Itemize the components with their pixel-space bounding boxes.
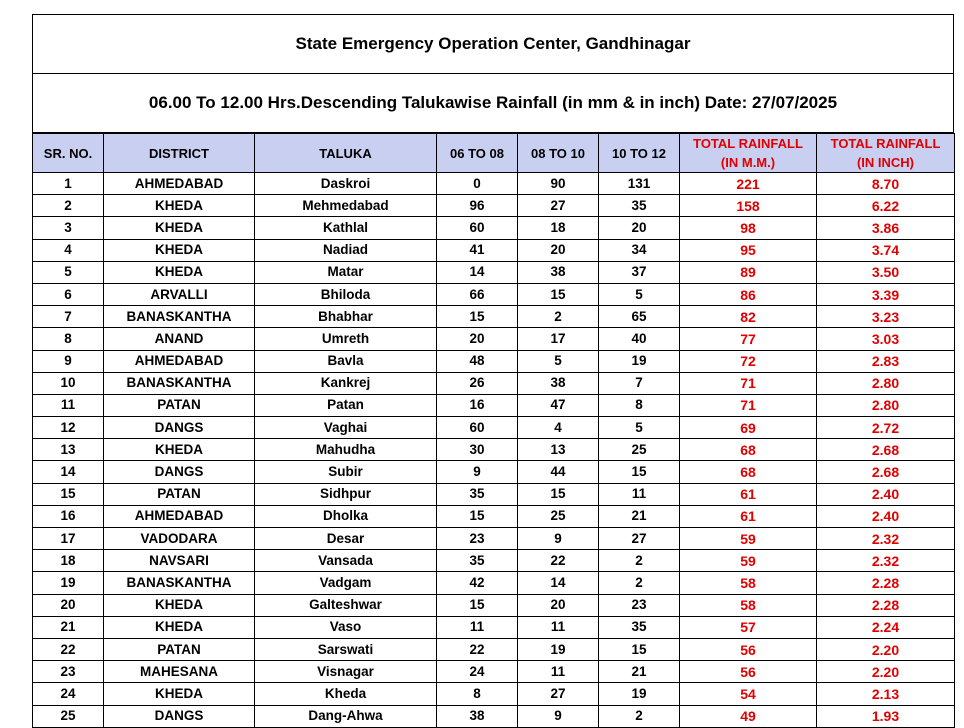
cell-10-to-12: 21 <box>599 505 680 527</box>
cell-10-to-12: 19 <box>599 350 680 372</box>
cell-08-to-10: 47 <box>518 394 599 416</box>
cell-06-to-08: 22 <box>437 638 518 660</box>
cell-taluka: Bhabhar <box>255 306 437 328</box>
cell-taluka: Vansada <box>255 550 437 572</box>
table-row <box>33 394 955 416</box>
cell-taluka: Bhiloda <box>255 283 437 305</box>
cell-district: PATAN <box>104 483 255 505</box>
cell-total-mm: 59 <box>680 528 817 550</box>
cell-total-mm: 71 <box>680 372 817 394</box>
cell-08-to-10: 38 <box>518 261 599 283</box>
header-total-mm-line1: TOTAL RAINFALL <box>693 136 803 151</box>
cell-taluka: Mahudha <box>255 439 437 461</box>
cell-taluka: Bavla <box>255 350 437 372</box>
cell-district: DANGS <box>104 417 255 439</box>
cell-08-to-10: 19 <box>518 638 599 660</box>
cell-sr-no: 10 <box>33 372 104 394</box>
cell-06-to-08: 60 <box>437 217 518 239</box>
cell-06-to-08: 30 <box>437 439 518 461</box>
cell-sr-no: 21 <box>33 616 104 638</box>
cell-10-to-12: 35 <box>599 616 680 638</box>
cell-10-to-12: 2 <box>599 705 680 727</box>
cell-08-to-10: 38 <box>518 372 599 394</box>
cell-total-mm: 89 <box>680 261 817 283</box>
cell-total-mm: 77 <box>680 328 817 350</box>
cell-08-to-10: 22 <box>518 550 599 572</box>
cell-06-to-08: 16 <box>437 394 518 416</box>
cell-10-to-12: 2 <box>599 572 680 594</box>
cell-total-inch: 2.28 <box>817 594 955 616</box>
table-row <box>33 550 955 572</box>
cell-06-to-08: 15 <box>437 306 518 328</box>
cell-06-to-08: 96 <box>437 195 518 217</box>
cell-total-inch: 2.32 <box>817 550 955 572</box>
table-row <box>33 173 955 195</box>
cell-06-to-08: 35 <box>437 483 518 505</box>
cell-total-inch: 2.83 <box>817 350 955 372</box>
cell-district: DANGS <box>104 705 255 727</box>
cell-10-to-12: 11 <box>599 483 680 505</box>
cell-08-to-10: 2 <box>518 306 599 328</box>
cell-06-to-08: 9 <box>437 461 518 483</box>
cell-total-inch: 2.40 <box>817 505 955 527</box>
table-row <box>33 439 955 461</box>
report-subtitle: 06.00 To 12.00 Hrs.Descending Talukawise Rainfall (in mm & in inch) Date: 27/07/2025 <box>32 73 954 133</box>
cell-total-mm: 58 <box>680 572 817 594</box>
cell-08-to-10: 20 <box>518 239 599 261</box>
cell-total-inch: 2.80 <box>817 372 955 394</box>
cell-total-inch: 1.93 <box>817 705 955 727</box>
cell-total-inch: 2.72 <box>817 417 955 439</box>
cell-10-to-12: 15 <box>599 461 680 483</box>
cell-taluka: Visnagar <box>255 661 437 683</box>
table-row <box>33 461 955 483</box>
cell-sr-no: 11 <box>33 394 104 416</box>
cell-district: KHEDA <box>104 683 255 705</box>
table-row <box>33 483 955 505</box>
cell-total-mm: 158 <box>680 195 817 217</box>
cell-10-to-12: 35 <box>599 195 680 217</box>
cell-total-inch: 2.80 <box>817 394 955 416</box>
cell-total-mm: 71 <box>680 394 817 416</box>
table-row <box>33 283 955 305</box>
cell-sr-no: 14 <box>33 461 104 483</box>
cell-taluka: Sidhpur <box>255 483 437 505</box>
cell-taluka: Vaghai <box>255 417 437 439</box>
cell-10-to-12: 15 <box>599 638 680 660</box>
header-total-mm-line2: (IN M.M.) <box>720 155 776 170</box>
cell-district: NAVSARI <box>104 550 255 572</box>
cell-10-to-12: 8 <box>599 394 680 416</box>
cell-total-inch: 8.70 <box>817 173 955 195</box>
cell-sr-no: 7 <box>33 306 104 328</box>
cell-08-to-10: 11 <box>518 661 599 683</box>
cell-district: KHEDA <box>104 594 255 616</box>
cell-sr-no: 17 <box>33 528 104 550</box>
cell-06-to-08: 23 <box>437 528 518 550</box>
header-total-inch-line1: TOTAL RAINFALL <box>830 136 941 151</box>
cell-06-to-08: 20 <box>437 328 518 350</box>
cell-total-inch: 2.20 <box>817 638 955 660</box>
cell-06-to-08: 11 <box>437 616 518 638</box>
cell-08-to-10: 18 <box>518 217 599 239</box>
cell-10-to-12: 27 <box>599 528 680 550</box>
cell-total-inch: 3.50 <box>817 261 955 283</box>
cell-sr-no: 16 <box>33 505 104 527</box>
cell-sr-no: 23 <box>33 661 104 683</box>
cell-08-to-10: 27 <box>518 195 599 217</box>
cell-total-inch: 2.40 <box>817 483 955 505</box>
cell-district: PATAN <box>104 394 255 416</box>
cell-10-to-12: 5 <box>599 283 680 305</box>
cell-district: BANASKANTHA <box>104 572 255 594</box>
cell-district: ARVALLI <box>104 283 255 305</box>
cell-total-inch: 3.03 <box>817 328 955 350</box>
table-row <box>33 328 955 350</box>
cell-08-to-10: 15 <box>518 283 599 305</box>
table-row <box>33 217 955 239</box>
cell-total-mm: 68 <box>680 461 817 483</box>
cell-08-to-10: 17 <box>518 328 599 350</box>
cell-total-mm: 98 <box>680 217 817 239</box>
cell-taluka: Patan <box>255 394 437 416</box>
cell-taluka: Kankrej <box>255 372 437 394</box>
cell-sr-no: 1 <box>33 173 104 195</box>
cell-total-inch: 2.24 <box>817 616 955 638</box>
cell-06-to-08: 26 <box>437 372 518 394</box>
cell-10-to-12: 131 <box>599 173 680 195</box>
cell-06-to-08: 41 <box>437 239 518 261</box>
cell-10-to-12: 34 <box>599 239 680 261</box>
cell-06-to-08: 24 <box>437 661 518 683</box>
cell-sr-no: 6 <box>33 283 104 305</box>
cell-10-to-12: 21 <box>599 661 680 683</box>
cell-district: AHMEDABAD <box>104 173 255 195</box>
cell-total-mm: 61 <box>680 483 817 505</box>
cell-taluka: Nadiad <box>255 239 437 261</box>
rainfall-report <box>32 14 954 728</box>
cell-taluka: Sarswati <box>255 638 437 660</box>
cell-district: ANAND <box>104 328 255 350</box>
cell-total-mm: 56 <box>680 661 817 683</box>
header-taluka: TALUKA <box>255 134 437 173</box>
cell-sr-no: 3 <box>33 217 104 239</box>
table-row <box>33 239 955 261</box>
cell-total-inch: 3.39 <box>817 283 955 305</box>
header-total-inch <box>817 134 955 173</box>
cell-total-mm: 49 <box>680 705 817 727</box>
cell-taluka: Dholka <box>255 505 437 527</box>
cell-sr-no: 8 <box>33 328 104 350</box>
cell-sr-no: 9 <box>33 350 104 372</box>
cell-06-to-08: 0 <box>437 173 518 195</box>
cell-08-to-10: 5 <box>518 350 599 372</box>
table-header-row <box>33 134 955 173</box>
cell-district: BANASKANTHA <box>104 372 255 394</box>
table-row <box>33 661 955 683</box>
cell-total-inch: 6.22 <box>817 195 955 217</box>
cell-10-to-12: 19 <box>599 683 680 705</box>
cell-total-mm: 72 <box>680 350 817 372</box>
cell-08-to-10: 4 <box>518 417 599 439</box>
cell-06-to-08: 15 <box>437 505 518 527</box>
cell-total-inch: 2.28 <box>817 572 955 594</box>
cell-total-mm: 61 <box>680 505 817 527</box>
cell-total-inch: 2.68 <box>817 461 955 483</box>
cell-sr-no: 22 <box>33 638 104 660</box>
cell-total-mm: 58 <box>680 594 817 616</box>
cell-total-inch: 2.20 <box>817 661 955 683</box>
cell-06-to-08: 60 <box>437 417 518 439</box>
header-sr-no: SR. NO. <box>33 134 104 173</box>
cell-06-to-08: 48 <box>437 350 518 372</box>
cell-sr-no: 12 <box>33 417 104 439</box>
cell-10-to-12: 40 <box>599 328 680 350</box>
cell-taluka: Kathlal <box>255 217 437 239</box>
cell-total-mm: 54 <box>680 683 817 705</box>
cell-06-to-08: 14 <box>437 261 518 283</box>
cell-08-to-10: 15 <box>518 483 599 505</box>
table-row <box>33 372 955 394</box>
cell-sr-no: 24 <box>33 683 104 705</box>
cell-district: KHEDA <box>104 261 255 283</box>
table-row <box>33 261 955 283</box>
table-row <box>33 594 955 616</box>
table-row <box>33 572 955 594</box>
table-row <box>33 350 955 372</box>
cell-district: DANGS <box>104 461 255 483</box>
cell-taluka: Dang-Ahwa <box>255 705 437 727</box>
cell-06-to-08: 35 <box>437 550 518 572</box>
cell-total-inch: 3.86 <box>817 217 955 239</box>
cell-total-mm: 86 <box>680 283 817 305</box>
cell-sr-no: 18 <box>33 550 104 572</box>
table-row <box>33 195 955 217</box>
cell-08-to-10: 27 <box>518 683 599 705</box>
cell-district: AHMEDABAD <box>104 350 255 372</box>
cell-total-inch: 2.68 <box>817 439 955 461</box>
cell-sr-no: 13 <box>33 439 104 461</box>
cell-06-to-08: 38 <box>437 705 518 727</box>
cell-total-inch: 2.32 <box>817 528 955 550</box>
rainfall-table <box>32 133 955 728</box>
cell-total-mm: 82 <box>680 306 817 328</box>
cell-district: VADODARA <box>104 528 255 550</box>
table-row <box>33 705 955 727</box>
cell-08-to-10: 9 <box>518 705 599 727</box>
cell-sr-no: 4 <box>33 239 104 261</box>
table-row <box>33 528 955 550</box>
cell-total-mm: 56 <box>680 638 817 660</box>
cell-08-to-10: 90 <box>518 173 599 195</box>
table-row <box>33 306 955 328</box>
cell-district: KHEDA <box>104 239 255 261</box>
cell-district: PATAN <box>104 638 255 660</box>
cell-district: AHMEDABAD <box>104 505 255 527</box>
report-title: State Emergency Operation Center, Gandhinagar <box>32 14 954 73</box>
cell-10-to-12: 20 <box>599 217 680 239</box>
cell-total-mm: 68 <box>680 439 817 461</box>
header-district: DISTRICT <box>104 134 255 173</box>
cell-total-mm: 221 <box>680 173 817 195</box>
cell-taluka: Mehmedabad <box>255 195 437 217</box>
table-row <box>33 616 955 638</box>
cell-district: BANASKANTHA <box>104 306 255 328</box>
cell-taluka: Kheda <box>255 683 437 705</box>
cell-08-to-10: 9 <box>518 528 599 550</box>
table-row <box>33 417 955 439</box>
cell-sr-no: 19 <box>33 572 104 594</box>
cell-10-to-12: 25 <box>599 439 680 461</box>
cell-08-to-10: 13 <box>518 439 599 461</box>
cell-10-to-12: 7 <box>599 372 680 394</box>
cell-08-to-10: 44 <box>518 461 599 483</box>
cell-06-to-08: 8 <box>437 683 518 705</box>
table-row <box>33 638 955 660</box>
cell-06-to-08: 15 <box>437 594 518 616</box>
cell-taluka: Subir <box>255 461 437 483</box>
cell-06-to-08: 66 <box>437 283 518 305</box>
cell-10-to-12: 65 <box>599 306 680 328</box>
cell-sr-no: 20 <box>33 594 104 616</box>
cell-08-to-10: 20 <box>518 594 599 616</box>
header-total-mm <box>680 134 817 173</box>
cell-total-mm: 59 <box>680 550 817 572</box>
cell-08-to-10: 14 <box>518 572 599 594</box>
cell-10-to-12: 2 <box>599 550 680 572</box>
cell-total-inch: 3.74 <box>817 239 955 261</box>
cell-taluka: Umreth <box>255 328 437 350</box>
cell-10-to-12: 37 <box>599 261 680 283</box>
cell-total-mm: 57 <box>680 616 817 638</box>
cell-taluka: Vaso <box>255 616 437 638</box>
cell-district: MAHESANA <box>104 661 255 683</box>
table-row <box>33 683 955 705</box>
cell-district: KHEDA <box>104 217 255 239</box>
cell-sr-no: 15 <box>33 483 104 505</box>
cell-total-inch: 3.23 <box>817 306 955 328</box>
cell-taluka: Matar <box>255 261 437 283</box>
cell-sr-no: 2 <box>33 195 104 217</box>
cell-district: KHEDA <box>104 439 255 461</box>
cell-08-to-10: 11 <box>518 616 599 638</box>
cell-taluka: Galteshwar <box>255 594 437 616</box>
cell-06-to-08: 42 <box>437 572 518 594</box>
cell-taluka: Daskroi <box>255 173 437 195</box>
cell-total-mm: 95 <box>680 239 817 261</box>
cell-sr-no: 25 <box>33 705 104 727</box>
cell-total-inch: 2.13 <box>817 683 955 705</box>
header-10-to-12: 10 TO 12 <box>599 134 680 173</box>
cell-total-mm: 69 <box>680 417 817 439</box>
cell-district: KHEDA <box>104 195 255 217</box>
cell-sr-no: 5 <box>33 261 104 283</box>
header-08-to-10: 08 TO 10 <box>518 134 599 173</box>
cell-district: KHEDA <box>104 616 255 638</box>
table-row <box>33 505 955 527</box>
header-total-inch-line2: (IN INCH) <box>856 155 915 170</box>
cell-10-to-12: 5 <box>599 417 680 439</box>
cell-taluka: Desar <box>255 528 437 550</box>
cell-08-to-10: 25 <box>518 505 599 527</box>
cell-taluka: Vadgam <box>255 572 437 594</box>
cell-10-to-12: 23 <box>599 594 680 616</box>
header-06-to-08: 06 TO 08 <box>437 134 518 173</box>
